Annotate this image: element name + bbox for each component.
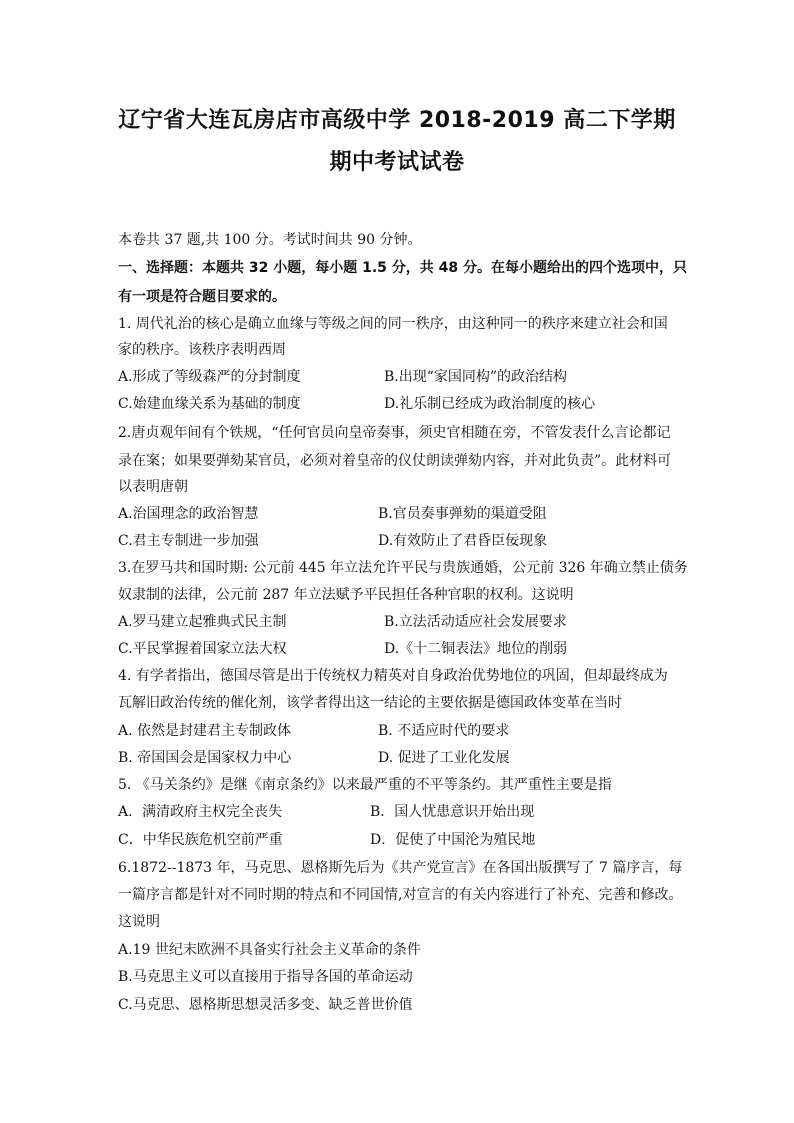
question-3-option-a: A.罗马建立起雅典式民主制 — [118, 614, 287, 630]
section-heading-line2: 有一项是符合题目要求的。 — [118, 289, 286, 305]
question-4-option-d: D. 促进了工业化发展 — [378, 750, 510, 766]
question-5-stem-line1: 5. 《马关条约》是继《南京条约》以来最严重的不平等条约。其严重性主要是指 — [118, 777, 612, 793]
question-1-option-b: B.出现“家国同构”的政治结构 — [384, 369, 568, 385]
question-6-stem-line3: 这说明 — [118, 914, 160, 930]
exam-intro: 本卷共 37 题,共 100 分。考试时间共 90 分钟。 — [118, 232, 422, 248]
question-1-option-a: A.形成了等级森严的分封制度 — [118, 369, 301, 385]
question-3-stem-line1: 3.在罗马共和国时期: 公元前 445 年立法允许平民与贵族通婚，公元前 326 年确立禁止债务 — [118, 560, 688, 576]
question-4-stem-line1: 4. 有学者指出，德国尽管是出于传统权力精英对自身政治优势地位的巩固，但却最终成为 — [118, 668, 668, 684]
question-3-stem-line2: 奴隶制的法律，公元前 287 年立法赋予平民担任各种官职的权利。这说明 — [118, 587, 574, 603]
question-4-option-a: A. 依然是封建君主专制政体 — [118, 723, 292, 739]
question-2-option-c: C.君主专制进一步加强 — [118, 533, 259, 549]
question-1-stem-line2: 家的秩序。该秩序表明西周 — [118, 342, 286, 358]
question-4-stem-line2: 瓦解旧政治传统的催化剂，该学者得出这一结论的主要依据是德国政体变革在当时 — [118, 695, 622, 711]
exam-title-line1: 辽宁省大连瓦房店市高级中学 2018-2019 高二下学期 — [118, 108, 676, 133]
question-6-option-b: B.马克思主义可以直接用于指导各国的革命运动 — [118, 969, 413, 985]
section-heading-line1: 一、选择题：本题共 32 小题，每小题 1.5 分，共 48 分。在每小题给出的四个选项中，只 — [118, 260, 688, 276]
question-1-option-c: C.始建血缘关系为基础的制度 — [118, 396, 301, 412]
question-2-stem-line3: 以表明唐朝 — [118, 479, 188, 495]
question-1-stem-line1: 1. 周代礼治的核心是确立血缘与等级之间的同一秩序，由这种同一的秩序来建立社会和国 — [118, 316, 668, 332]
question-2-option-a: A.治国理念的政治智慧 — [118, 506, 259, 522]
question-2-stem-line1: 2.唐贞观年间有个铁规，“任何官员向皇帝奏事，须史官相随在旁，不管发表什么言论都记 — [118, 425, 671, 441]
question-2-option-b: B.官员奏事弹劾的渠道受阻 — [378, 506, 547, 522]
question-3-option-c: C.平民掌握着国家立法大权 — [118, 641, 287, 657]
question-5-option-c: C．中华民族危机空前严重 — [118, 832, 283, 848]
question-6-option-a: A.19 世纪末欧洲不具备实行社会主义革命的条件 — [118, 942, 421, 958]
question-3-option-d: D.《十二铜表法》地位的削弱 — [384, 641, 568, 657]
question-6-option-c: C.马克思、恩格斯思想灵活多变、缺乏普世价值 — [118, 997, 413, 1013]
question-2-option-d: D.有效防止了君昏臣佞现象 — [378, 533, 548, 549]
question-5-option-a: A．满清政府主权完全丧失 — [118, 804, 283, 820]
question-1-option-d: D.礼乐制已经成为政治制度的核心 — [384, 396, 596, 412]
question-5-option-d: D．促使了中国沦为殖民地 — [370, 832, 536, 848]
question-4-option-c: B. 帝国国会是国家权力中心 — [118, 750, 292, 766]
question-6-stem-line2: 一篇序言都是针对不同时期的特点和不同国情,对宣言的有关内容进行了补充、完善和修改。 — [118, 887, 683, 903]
question-2-stem-line2: 录在案；如果要弹劾某官员，必须对着皇帝的仪仗朗读弹劾内容，并对此负责”。此材料可 — [118, 453, 672, 469]
exam-title-line2: 期中考试试卷 — [329, 150, 465, 175]
question-3-option-b: B.立法活动适应社会发展要求 — [384, 614, 567, 630]
question-6-stem-line1: 6.1872--1873 年，马克思、恩格斯先后为《共产党宣言》在各国出版撰写了 7 篇序言，每 — [118, 860, 683, 876]
question-5-option-b: B．国人忧患意识开始出现 — [370, 804, 535, 820]
question-4-option-b: B. 不适应时代的要求 — [378, 723, 510, 739]
